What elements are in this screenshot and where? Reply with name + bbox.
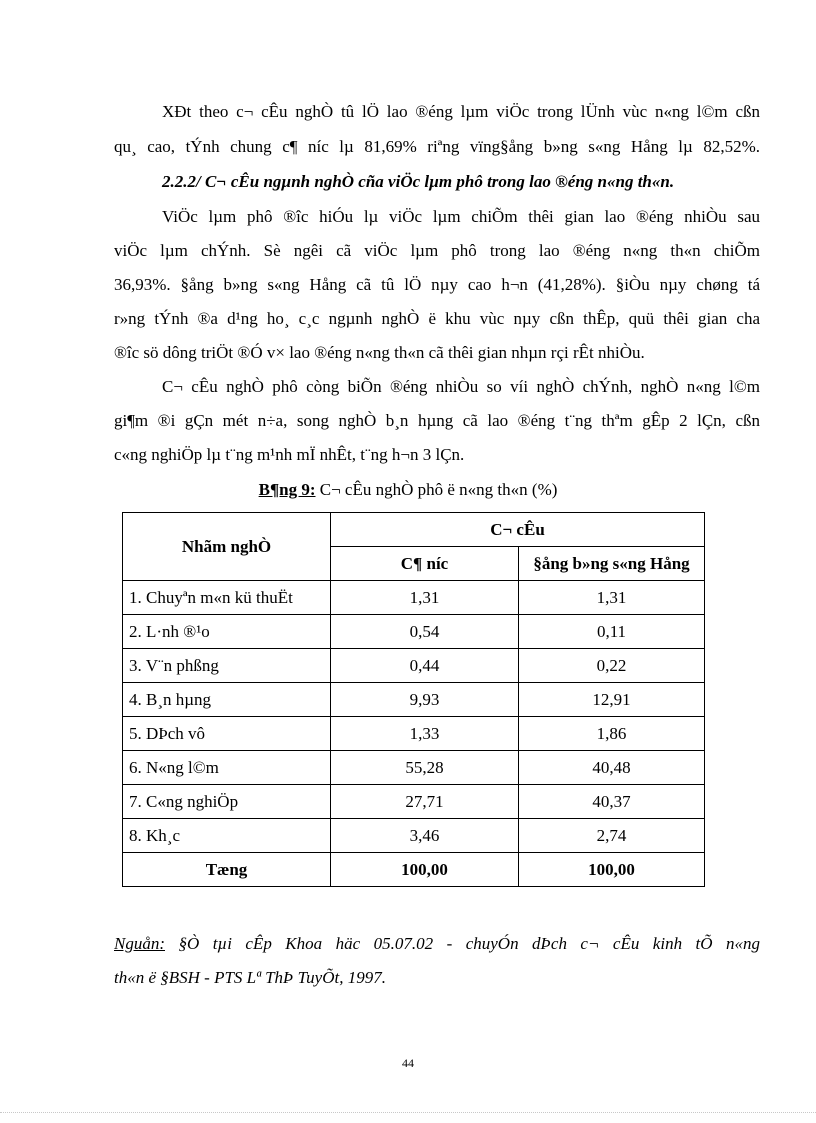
paragraph-2-line-2: viÖc lµm chÝnh. Sè ngêi cã viÖc lµm phô trong lao ®éng n«ng th«n chiÕm bbox=[114, 241, 760, 260]
header-red-river-delta: §ång b»ng s«ng Hång bbox=[519, 547, 705, 581]
row-value-delta: 1,86 bbox=[519, 717, 705, 751]
table-caption-text: C¬ cÊu nghÒ phô ë n«ng th«n (%) bbox=[315, 480, 558, 499]
source-label: Nguån: bbox=[114, 934, 165, 953]
paragraph-2-line-5: ®îc sö dông triÖt ®Ó v× lao ®éng n«ng th«n cã thêi gian nhµn rçi rÊt nhiÒu. bbox=[114, 343, 645, 362]
row-value-country: 55,28 bbox=[331, 751, 519, 785]
row-value-country: 3,46 bbox=[331, 819, 519, 853]
table-row bbox=[123, 581, 705, 615]
row-label: 2. L·nh ®¹o bbox=[123, 615, 331, 649]
page-number: 44 bbox=[402, 1056, 414, 1070]
row-label: 6. N«ng l©m bbox=[123, 751, 331, 785]
header-occupation-group: Nhãm nghÒ bbox=[123, 513, 331, 581]
row-value-delta: 2,74 bbox=[519, 819, 705, 853]
row-value-delta: 12,91 bbox=[519, 683, 705, 717]
row-value-country: 1,33 bbox=[331, 717, 519, 751]
table-row bbox=[123, 615, 705, 649]
table-header-row bbox=[123, 513, 705, 547]
row-value-delta: 40,48 bbox=[519, 751, 705, 785]
paragraph-2-line-3: 36,93%. §ång b»ng s«ng Hång cã tû lÖ nµy cao h¬n (41,28%). §iÒu nµy chøng tá bbox=[114, 275, 760, 294]
paragraph-1-line-2: qu¸ cao, tÝnh chung c¶ níc lµ 81,69% riªng vïng§ång b»ng s«ng Hång lµ 82,52%. bbox=[114, 137, 760, 156]
page-bottom-divider bbox=[0, 1112, 816, 1113]
table-row bbox=[123, 819, 705, 853]
total-value-delta: 100,00 bbox=[519, 853, 705, 887]
source-line-2: th«n ë §BSH - PTS Lª ThÞ TuyÕt, 1997. bbox=[114, 968, 386, 987]
section-heading: 2.2.2/ C¬ cÊu ngµnh nghÒ cña viÖc lµm phô trong lao ®éng n«ng th«n. bbox=[162, 172, 675, 191]
table-total-row bbox=[123, 853, 705, 887]
occupation-structure-table bbox=[122, 512, 705, 887]
header-structure: C¬ cÊu bbox=[331, 513, 705, 547]
total-value-country: 100,00 bbox=[331, 853, 519, 887]
paragraph-3-line-2: gi¶m ®i gÇn mét n÷a, song nghÒ b¸n hµng cã lao ®éng t¨ng thªm gÊp 2 lÇn, cßn bbox=[114, 411, 760, 430]
row-value-delta: 1,31 bbox=[519, 581, 705, 615]
row-value-country: 0,44 bbox=[331, 649, 519, 683]
table-row bbox=[123, 717, 705, 751]
row-value-delta: 0,22 bbox=[519, 649, 705, 683]
total-label: Tæng bbox=[123, 853, 331, 887]
paragraph-3-line-3: c«ng nghiÖp lµ t¨ng m¹nh mÏ nhÊt, t¨ng h¬n 3 lÇn. bbox=[114, 445, 465, 464]
row-label: 5. DÞch vô bbox=[123, 717, 331, 751]
row-value-delta: 0,11 bbox=[519, 615, 705, 649]
table-row bbox=[123, 683, 705, 717]
row-value-country: 1,31 bbox=[331, 581, 519, 615]
table-row bbox=[123, 751, 705, 785]
source-text: §Ò tµi cÊp Khoa häc 05.07.02 - chuyÓn dÞch c¬ cÊu kinh tÕ n«ng bbox=[165, 934, 760, 953]
table-caption bbox=[0, 479, 816, 501]
row-value-country: 27,71 bbox=[331, 785, 519, 819]
row-label: 8. Kh¸c bbox=[123, 819, 331, 853]
source-line-1 bbox=[114, 933, 760, 955]
row-value-delta: 40,37 bbox=[519, 785, 705, 819]
table-caption-label: B¶ng 9: bbox=[258, 480, 316, 499]
paragraph-1-line-1: XÐt theo c¬ cÊu nghÒ tû lÖ lao ®éng lµm viÖc trong lÜnh vùc n«ng l©m cßn bbox=[162, 102, 760, 121]
header-whole-country: C¶ níc bbox=[331, 547, 519, 581]
table-row bbox=[123, 785, 705, 819]
paragraph-2-line-1: ViÖc lµm phô ®îc hiÓu lµ viÖc lµm chiÕm thêi gian lao ®éng nhiÒu sau bbox=[162, 207, 760, 226]
row-label: 3. V¨n phßng bbox=[123, 649, 331, 683]
table-row bbox=[123, 649, 705, 683]
paragraph-3-line-1: C¬ cÊu nghÒ phô còng biÕn ®éng nhiÒu so víi nghÒ chÝnh, nghÒ n«ng l©m bbox=[162, 377, 760, 396]
paragraph-2-line-4: r»ng tÝnh ®a d¹ng ho¸ c¸c ngµnh nghÒ ë khu vùc nµy cßn thÊp, quü thêi gian cha bbox=[114, 309, 760, 328]
row-label: 4. B¸n hµng bbox=[123, 683, 331, 717]
row-label: 7. C«ng nghiÖp bbox=[123, 785, 331, 819]
row-value-country: 9,93 bbox=[331, 683, 519, 717]
row-value-country: 0,54 bbox=[331, 615, 519, 649]
row-label: 1. Chuyªn m«n kü thuËt bbox=[123, 581, 331, 615]
